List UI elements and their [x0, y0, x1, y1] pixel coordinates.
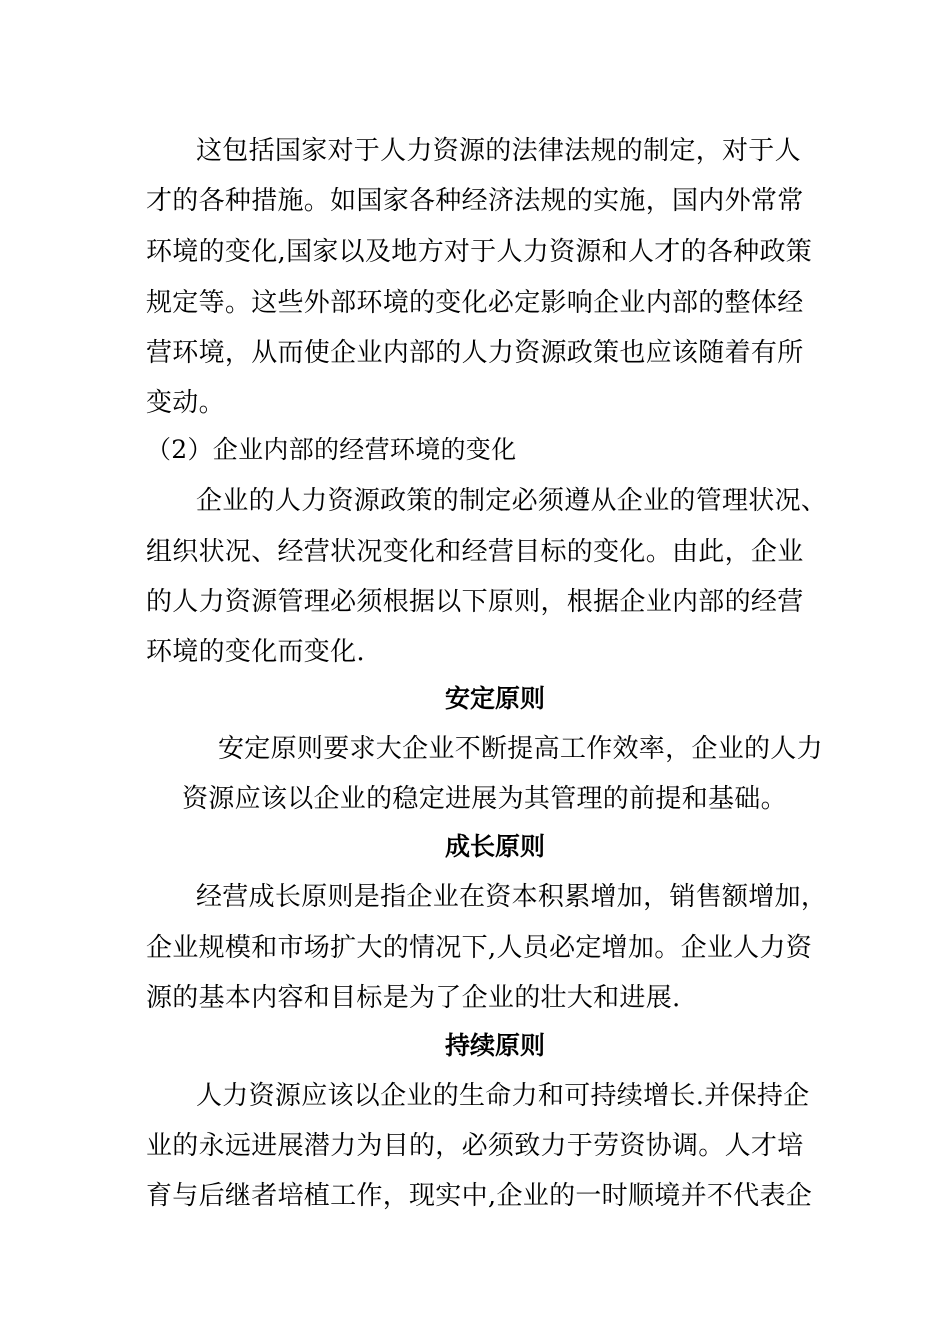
paragraph-line: 企业规模和市场扩大的情况下,人员必定增加。企业人力资 — [146, 933, 813, 963]
paragraph-line: 环境的变化而变化. — [146, 637, 365, 667]
paragraph-line: 这包括国家对于人力资源的法律法规的制定，对于人 — [196, 136, 801, 166]
paragraph-line: 安定原则要求大企业不断提高工作效率，企业的人力 — [218, 734, 823, 764]
section-heading-stable: 安定原则 — [444, 684, 545, 713]
paragraph-line: 育与后继者培植工作，现实中,企业的一时顺境并不代表企 — [146, 1181, 813, 1211]
paragraph-line: 资源应该以企业的稳定进展为其管理的前提和基础。 — [182, 784, 787, 814]
paragraph-line: 源的基本内容和目标是为了企业的壮大和进展. — [146, 983, 681, 1013]
paragraph-line: 才的各种措施。如国家各种经济法规的实施，国内外常常 — [146, 186, 804, 216]
paragraph-line: 企业的人力资源政策的制定必须遵从企业的管理状况、 — [196, 486, 828, 516]
paragraph-line: 业的永远进展潜力为目的，必须致力于劳资协调。人才培 — [146, 1131, 804, 1161]
paragraph-line: 组织状况、经营状况变化和经营目标的变化。由此，企业 — [146, 537, 804, 567]
section-subheading: （2）企业内部的经营环境的变化 — [146, 435, 517, 464]
section-heading-sustain: 持续原则 — [444, 1031, 545, 1060]
paragraph-line: 营环境，从而使企业内部的人力资源政策也应该随着有所 — [146, 338, 804, 368]
paragraph-line: 经营成长原则是指企业在资本积累增加，销售额增加， — [196, 882, 828, 912]
section-heading-growth: 成长原则 — [444, 832, 545, 861]
paragraph-line: 变动。 — [146, 388, 225, 418]
paragraph-line: 的人力资源管理必须根据以下原则，根据企业内部的经营 — [146, 587, 804, 617]
paragraph-line: 环境的变化,国家以及地方对于人力资源和人才的各种政策 — [146, 237, 813, 267]
paragraph-line: 人力资源应该以企业的生命力和可持续增长.并保持企 — [196, 1081, 810, 1111]
paragraph-line: 规定等。这些外部环境的变化必定影响企业内部的整体经 — [146, 288, 804, 318]
